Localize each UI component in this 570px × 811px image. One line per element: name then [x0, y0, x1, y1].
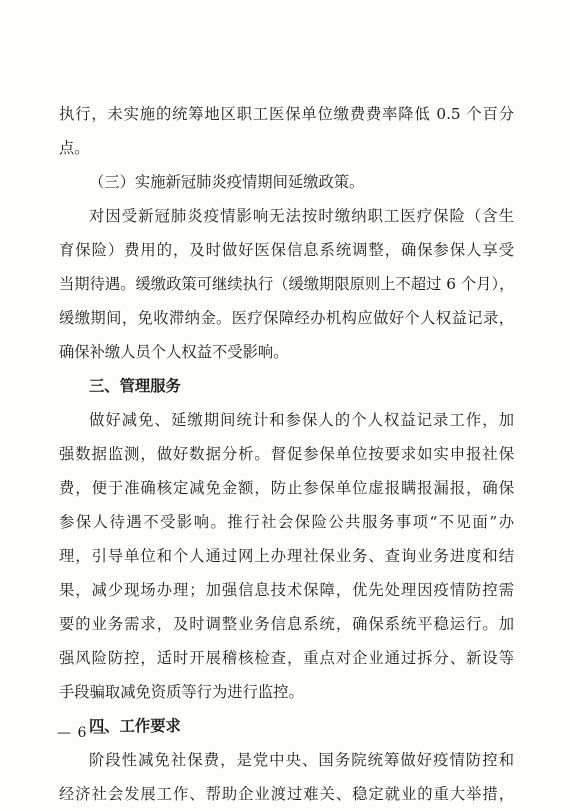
paragraph-line: 参保人待遇不受影响。推行社会保险公共服务事项“不见面”办 — [59, 513, 514, 531]
paragraph-line: 经济社会发展工作、帮助企业渡过难关、稳定就业的重大举措， — [59, 785, 514, 803]
paragraph-line: 确保补缴人员个人权益不受影响。 — [59, 343, 289, 361]
subsection-heading: （三）实施新冠肺炎疫情期间延缴政策。 — [89, 173, 365, 191]
paragraph-line: 强风险防控，适时开展稽核检查，重点对企业通过拆分、新设等 — [59, 649, 514, 667]
paragraph-line: 当期待遇。缓缴政策可继续执行（缓缴期限原则上不超过 6 个月）， — [59, 275, 515, 293]
paragraph-line: 手段骗取减免资质等行为进行监控。 — [59, 683, 304, 701]
paragraph-line: 对因受新冠肺炎疫情影响无法按时缴纳职工医疗保险（含生 — [89, 207, 514, 225]
body-text — [59, 97, 514, 811]
paragraph-line: 做好减免、延缴期间统计和参保人的个人权益记录工作，加 — [89, 411, 514, 429]
section-heading: 四、工作要求 — [89, 717, 181, 735]
section-heading: 三、管理服务 — [89, 377, 181, 395]
paragraph-line: 点。 — [59, 139, 90, 157]
paragraph-line: 理，引导单位和个人通过网上办理社保业务、查询业务进度和结 — [59, 547, 514, 565]
paragraph-line: 缓缴期间，免收滞纳金。医疗保障经办机构应做好个人权益记录， — [59, 309, 514, 327]
paragraph-line: 果，减少现场办理；加强信息技术保障，优先处理因疫情防控需 — [59, 581, 514, 599]
paragraph-line: 费，便于准确核定减免金额，防止参保单位虚报瞒报漏报，确保 — [59, 479, 514, 497]
paragraph-line: 育保险）费用的，及时做好医保信息系统调整，确保参保人享受 — [59, 241, 514, 259]
paragraph-line: 要的业务需求，及时调整业务信息系统，确保系统平稳运行。加 — [59, 615, 514, 633]
page-number: — 6 — — [57, 725, 108, 741]
paragraph-line: 执行，未实施的统筹地区职工医保单位缴费费率降低 0.5 个百分 — [59, 105, 514, 123]
paragraph-line: 阶段性减免社保费，是党中央、国务院统筹做好疫情防控和 — [89, 751, 514, 769]
paragraph-line: 强数据监测，做好数据分析。督促参保单位按要求如实申报社保 — [59, 445, 514, 463]
